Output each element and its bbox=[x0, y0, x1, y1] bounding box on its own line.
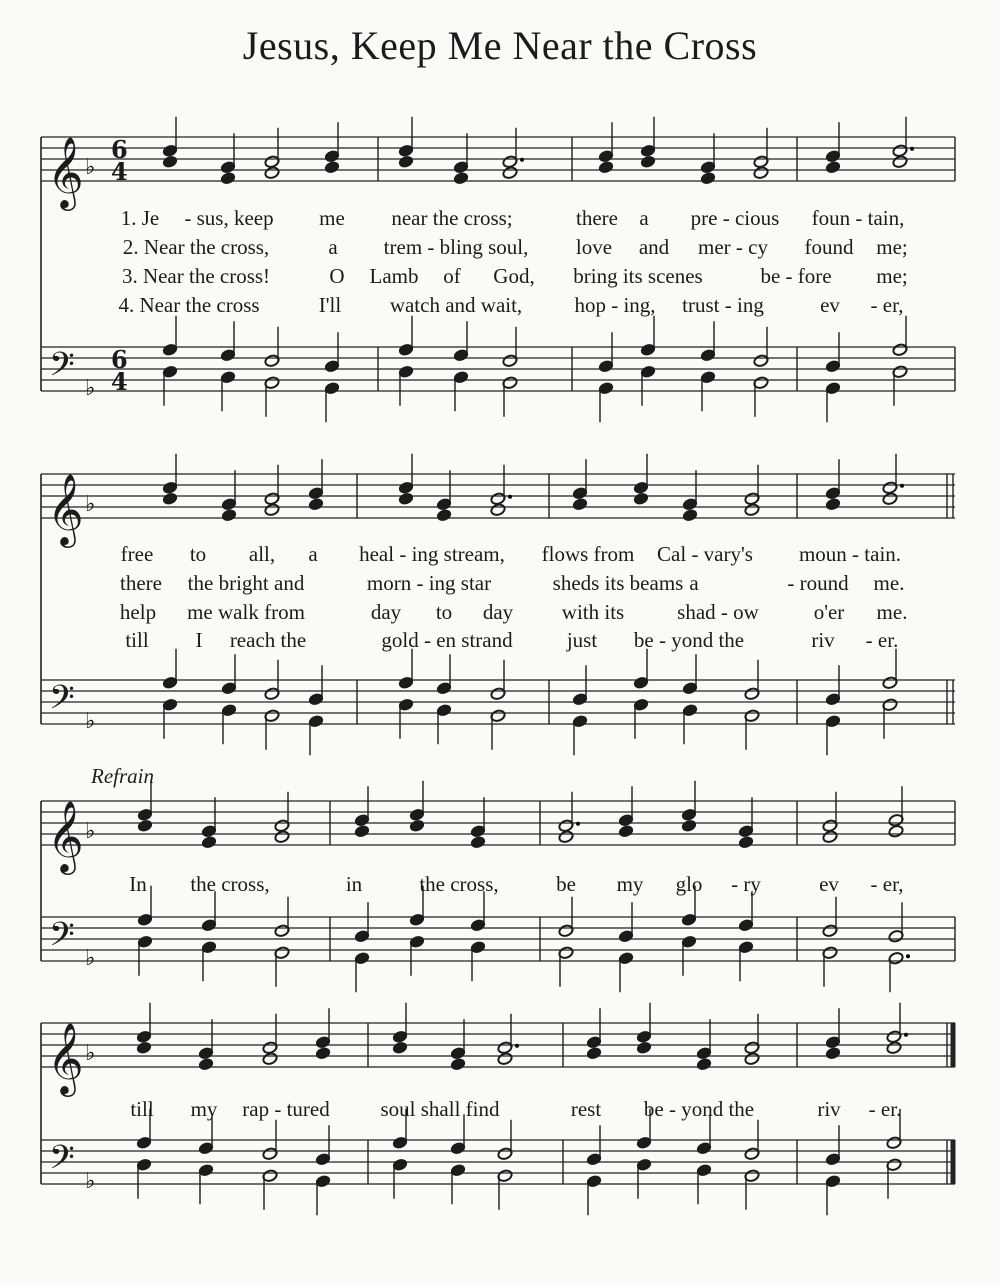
note-head bbox=[700, 171, 716, 185]
note-dot bbox=[906, 954, 910, 958]
syllable: my bbox=[616, 872, 644, 896]
syllable: just bbox=[566, 628, 598, 652]
syllable: ev bbox=[819, 872, 839, 896]
note-head bbox=[308, 497, 324, 511]
syllable: riv bbox=[817, 1097, 841, 1121]
note-head bbox=[682, 508, 698, 522]
flat-icon: ♭ bbox=[85, 1169, 96, 1194]
syllable: In bbox=[129, 872, 147, 896]
lyric-line-refrain-2 bbox=[0, 1097, 1000, 1123]
note-head bbox=[497, 1052, 513, 1066]
flat-icon: ♭ bbox=[85, 946, 96, 971]
syllable: trem - bling soul, bbox=[383, 235, 529, 259]
syllable: the cross, bbox=[419, 872, 499, 896]
note-head bbox=[262, 1052, 278, 1066]
syllable: 3. Near the cross! bbox=[121, 264, 271, 288]
note-dot bbox=[520, 158, 524, 162]
note-head bbox=[409, 819, 425, 833]
syllable: mer - cy bbox=[698, 235, 768, 259]
note-head bbox=[274, 830, 290, 844]
syllable: - ry bbox=[731, 872, 761, 896]
note-head bbox=[618, 824, 634, 838]
note-head bbox=[640, 155, 656, 169]
time-signature-top: 6 bbox=[111, 345, 128, 374]
syllable: foun - tain, bbox=[811, 206, 905, 230]
note-head bbox=[264, 503, 280, 517]
note-head bbox=[738, 835, 754, 849]
syllable: to bbox=[435, 600, 453, 624]
syllable: - er, bbox=[870, 293, 904, 317]
syllable: there bbox=[120, 571, 162, 595]
syllable: ev bbox=[820, 293, 840, 317]
refrain-label: Refrain bbox=[91, 764, 154, 788]
note-head bbox=[502, 166, 518, 180]
syllable: me bbox=[319, 206, 345, 230]
note-head bbox=[636, 1041, 652, 1055]
syllable: Cal - vary's bbox=[657, 542, 753, 566]
syllable: all, bbox=[248, 542, 276, 566]
note-head bbox=[825, 1046, 841, 1060]
syllable: there bbox=[576, 206, 618, 230]
hymn-title: Jesus, Keep Me Near the Cross bbox=[242, 23, 758, 68]
note-head bbox=[398, 492, 414, 506]
syllable: a bbox=[308, 542, 318, 566]
lyric-line-verse-1 bbox=[0, 206, 1000, 232]
note-head bbox=[681, 819, 697, 833]
lyric-line-verse-2b bbox=[0, 571, 1000, 597]
syllable: till bbox=[125, 628, 149, 652]
syllable: till bbox=[130, 1097, 154, 1121]
note-dot bbox=[508, 495, 512, 499]
note-head bbox=[598, 160, 614, 174]
syllable: day bbox=[370, 600, 402, 624]
syllable: Lamb bbox=[369, 264, 419, 288]
note-head bbox=[753, 166, 769, 180]
treble-clef-icon: 𝄞 bbox=[47, 135, 84, 208]
syllable: me. bbox=[876, 600, 908, 624]
syllable: be - yond the bbox=[633, 628, 745, 652]
syllable: a bbox=[639, 206, 649, 230]
note-head bbox=[398, 155, 414, 169]
syllable: soul shall find bbox=[380, 1097, 500, 1121]
treble-clef-icon: 𝄞 bbox=[47, 472, 84, 545]
note-dot bbox=[900, 484, 904, 488]
syllable: - er, bbox=[870, 872, 904, 896]
syllable: gold - en strand bbox=[381, 628, 513, 652]
note-head bbox=[453, 171, 469, 185]
syllable: rap - tured bbox=[242, 1097, 330, 1121]
syllable: me walk from bbox=[187, 600, 305, 624]
syllable: - er. bbox=[868, 1097, 902, 1121]
note-head bbox=[137, 819, 153, 833]
syllable: be - yond the bbox=[643, 1097, 755, 1121]
syllable: God, bbox=[493, 264, 535, 288]
note-head bbox=[162, 155, 178, 169]
bass-clef-icon: 𝄢 bbox=[49, 916, 75, 962]
note-head bbox=[470, 835, 486, 849]
syllable: watch and wait, bbox=[389, 293, 523, 317]
syllable: O bbox=[329, 264, 345, 288]
syllable: pre - cious bbox=[690, 206, 780, 230]
note-head bbox=[892, 155, 908, 169]
note-head bbox=[220, 171, 236, 185]
note-head bbox=[264, 166, 280, 180]
syllable: morn - ing star bbox=[366, 571, 492, 595]
note-head bbox=[882, 492, 898, 506]
syllable: moun - tain. bbox=[798, 542, 902, 566]
note-head bbox=[221, 508, 237, 522]
note-head bbox=[696, 1057, 712, 1071]
note-dot bbox=[576, 822, 580, 826]
treble-clef-icon: 𝄞 bbox=[47, 1021, 84, 1094]
syllable: sheds its beams bbox=[552, 571, 684, 595]
syllable: bring its scenes bbox=[573, 264, 703, 288]
syllable: and bbox=[638, 235, 670, 259]
note-head bbox=[633, 492, 649, 506]
syllable: me. bbox=[873, 571, 905, 595]
syllable: free bbox=[120, 542, 154, 566]
note-head bbox=[744, 1052, 760, 1066]
syllable: a bbox=[689, 571, 699, 595]
flat-icon: ♭ bbox=[85, 155, 96, 180]
note-head bbox=[198, 1057, 214, 1071]
syllable: with its bbox=[561, 600, 625, 624]
time-signature-top: 6 bbox=[111, 135, 128, 164]
treble-clef-icon: 𝄞 bbox=[47, 799, 84, 872]
syllable: be - fore bbox=[760, 264, 832, 288]
note-head bbox=[201, 835, 217, 849]
syllable: 4. Near the cross bbox=[118, 293, 260, 317]
note-dot bbox=[910, 147, 914, 151]
syllable: the bright and bbox=[187, 571, 305, 595]
syllable: in bbox=[345, 872, 363, 896]
flat-icon: ♭ bbox=[85, 819, 96, 844]
syllable: flows from bbox=[541, 542, 635, 566]
note-head bbox=[315, 1046, 331, 1060]
note-head bbox=[825, 497, 841, 511]
lyric-line-verse-4b bbox=[0, 628, 1000, 654]
note-head bbox=[888, 824, 904, 838]
syllable: me; bbox=[876, 235, 908, 259]
lyric-line-verse-1b bbox=[0, 542, 1000, 568]
syllable: riv bbox=[811, 628, 835, 652]
syllable: rest bbox=[570, 1097, 602, 1121]
syllable: - round bbox=[787, 571, 849, 595]
syllable: my bbox=[190, 1097, 218, 1121]
note-head bbox=[490, 503, 506, 517]
bass-clef-icon: 𝄢 bbox=[49, 679, 75, 725]
note-head bbox=[572, 497, 588, 511]
syllable: glo bbox=[675, 872, 703, 896]
syllable: reach the bbox=[229, 628, 307, 652]
note-head bbox=[586, 1046, 602, 1060]
syllable: a bbox=[328, 235, 338, 259]
note-head bbox=[558, 830, 574, 844]
note-head bbox=[886, 1041, 902, 1055]
lyric-line-refrain-1 bbox=[0, 872, 1000, 898]
syllable: me; bbox=[876, 264, 908, 288]
syllable: I'll bbox=[318, 293, 342, 317]
flat-icon: ♭ bbox=[85, 492, 96, 517]
note-head bbox=[162, 492, 178, 506]
note-head bbox=[392, 1041, 408, 1055]
syllable: love bbox=[575, 235, 613, 259]
note-dot bbox=[515, 1044, 519, 1048]
syllable: be bbox=[556, 872, 576, 896]
syllable: trust - ing bbox=[682, 293, 764, 317]
syllable: I bbox=[195, 628, 203, 652]
flat-icon: ♭ bbox=[85, 709, 96, 734]
syllable: heal - ing stream, bbox=[359, 542, 505, 566]
note-head bbox=[450, 1057, 466, 1071]
syllable: of bbox=[443, 264, 461, 288]
note-head bbox=[354, 824, 370, 838]
note-head bbox=[744, 503, 760, 517]
note-head bbox=[324, 160, 340, 174]
time-signature-bottom: 4 bbox=[111, 157, 128, 186]
syllable: near the cross; bbox=[391, 206, 513, 230]
syllable: help bbox=[119, 600, 157, 624]
note-head bbox=[436, 508, 452, 522]
lyric-line-verse-4 bbox=[0, 293, 1000, 319]
time-signature-bottom: 4 bbox=[111, 367, 128, 396]
lyric-line-verse-3b bbox=[0, 600, 1000, 626]
syllable: day bbox=[482, 600, 514, 624]
syllable: shad - ow bbox=[677, 600, 759, 624]
syllable: o'er bbox=[813, 600, 845, 624]
syllable: hop - ing, bbox=[574, 293, 656, 317]
lyric-line-verse-2 bbox=[0, 235, 1000, 261]
syllable: 1. Je bbox=[120, 206, 160, 230]
note-head bbox=[825, 160, 841, 174]
syllable: to bbox=[189, 542, 207, 566]
note-dot bbox=[904, 1033, 908, 1037]
syllable: - er. bbox=[865, 628, 899, 652]
lyric-line-verse-3 bbox=[0, 264, 1000, 290]
note-head bbox=[822, 830, 838, 844]
flat-icon: ♭ bbox=[85, 1041, 96, 1066]
syllable: 2. Near the cross, bbox=[122, 235, 270, 259]
bass-clef-icon: 𝄢 bbox=[49, 346, 75, 392]
syllable: the cross, bbox=[190, 872, 270, 896]
flat-icon: ♭ bbox=[85, 376, 96, 401]
note-head bbox=[136, 1041, 152, 1055]
bass-clef-icon: 𝄢 bbox=[49, 1139, 75, 1185]
syllable: found bbox=[804, 235, 854, 259]
syllable: - sus, keep bbox=[184, 206, 274, 230]
